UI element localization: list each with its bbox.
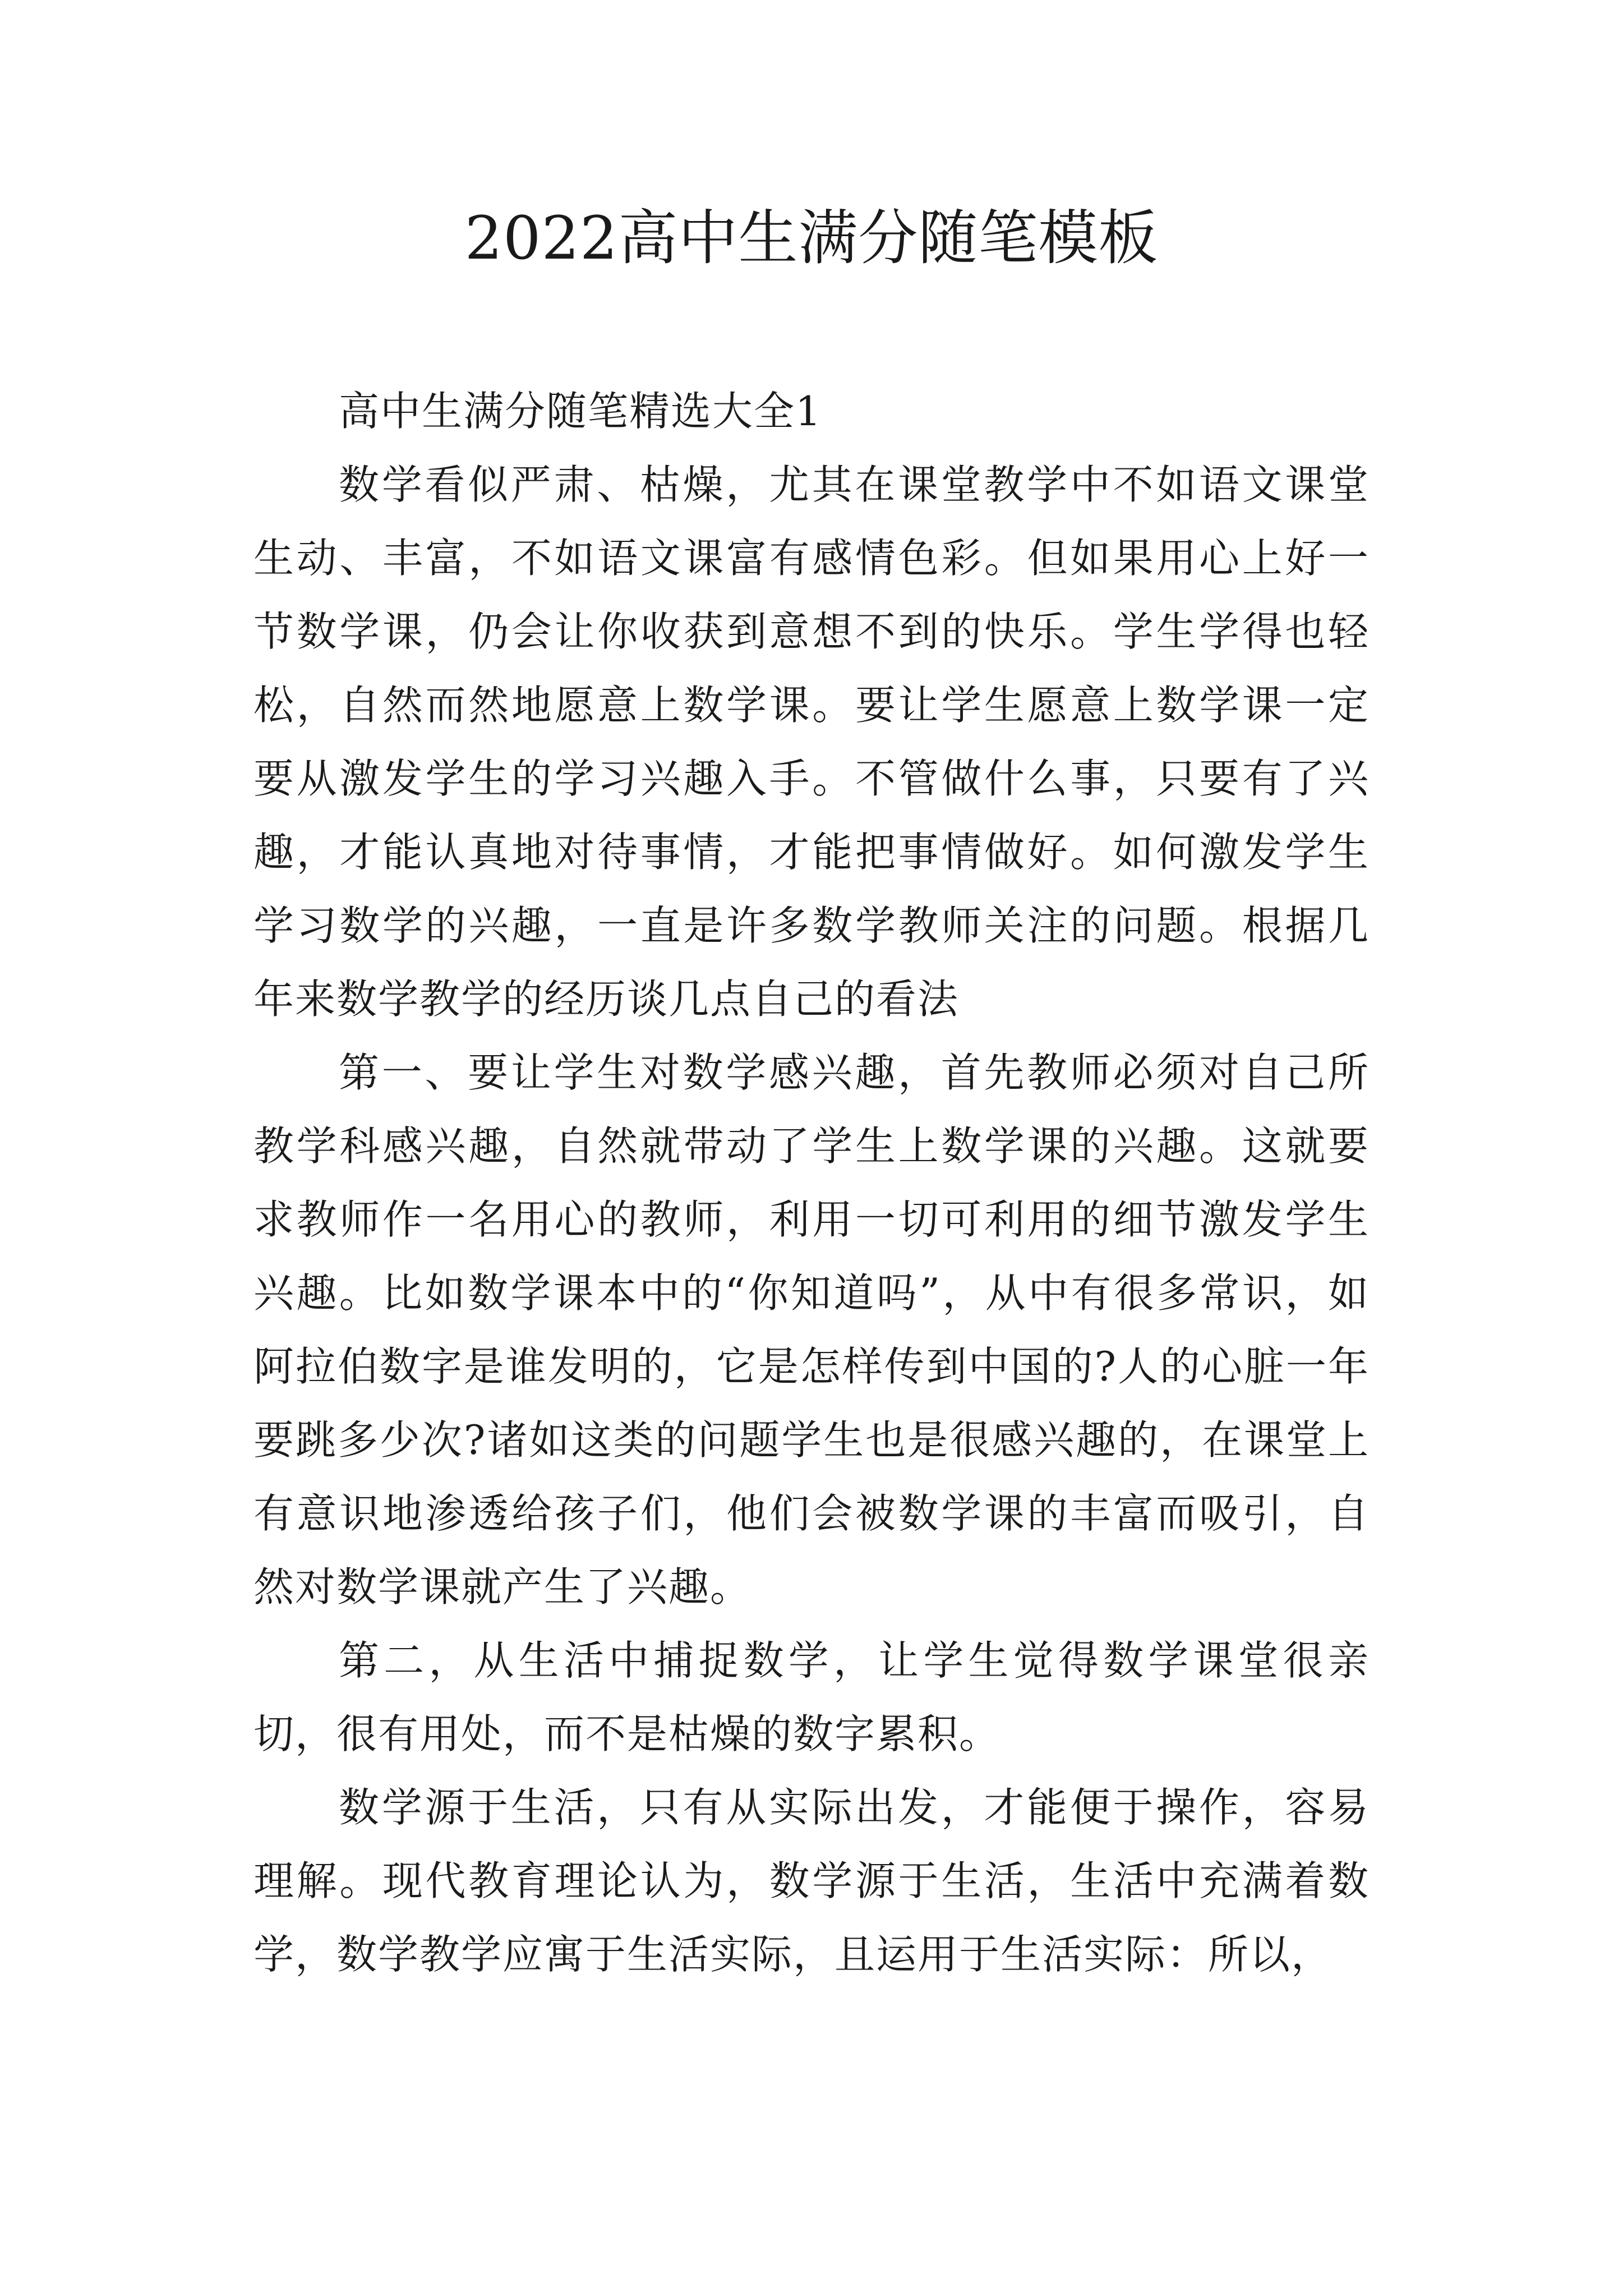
- paragraph-intro: 数学看似严肃、枯燥，尤其在课堂教学中不如语文课堂生动、丰富，不如语文课富有感情色彩。但如果用心上好一节数学课，仍会让你收获到意想不到的快乐。学生学得也轻松，自然而然地愿意上数学课。要让学生愿意上数学课一定要从激发学生的学习兴趣入手。不管做什么事，只要有了兴趣，才能认真地对待事情，才能把事情做好。如何激发学生学习数学的兴趣，一直是许多数学教师关注的问题。根据几年来数学教学的经历谈几点自己的看法: [253, 461, 1370, 1023]
- paragraph-math-from-life: 数学源于生活，只有从实际出发，才能便于操作，容易理解。现代教育理论认为，数学源于生活，生活中充满着数学，数学教学应寓于生活实际，且运用于生活实际：所以，: [253, 1784, 1370, 1978]
- document-body: [253, 375, 1370, 1991]
- paragraph-second-point: 第二，从生活中捕捉数学，让学生觉得数学课堂很亲切，很有用处，而不是枯燥的数字累积。: [253, 1637, 1370, 1757]
- section-heading: 高中生满分随笔精选大全1: [339, 388, 822, 435]
- document-title: 2022高中生满分随笔模板: [464, 204, 1159, 273]
- paragraph-first-point: 第一、要让学生对数学感兴趣，首先教师必须对自己所教学科感兴趣，自然就带动了学生上数学课的兴趣。这就要求教师作一名用心的教师，利用一切可利用的细节激发学生兴趣。比如数学课本中的“你知道吗”，从中有很多常识，如阿拉伯数字是谁发明的，它是怎样传到中国的?人的心脏一年要跳多少次?诸如这类的问题学生也是很感兴趣的，在课堂上有意识地渗透给孩子们，他们会被数学课的丰富而吸引，自然对数学课就产生了兴趣。: [253, 1049, 1370, 1611]
